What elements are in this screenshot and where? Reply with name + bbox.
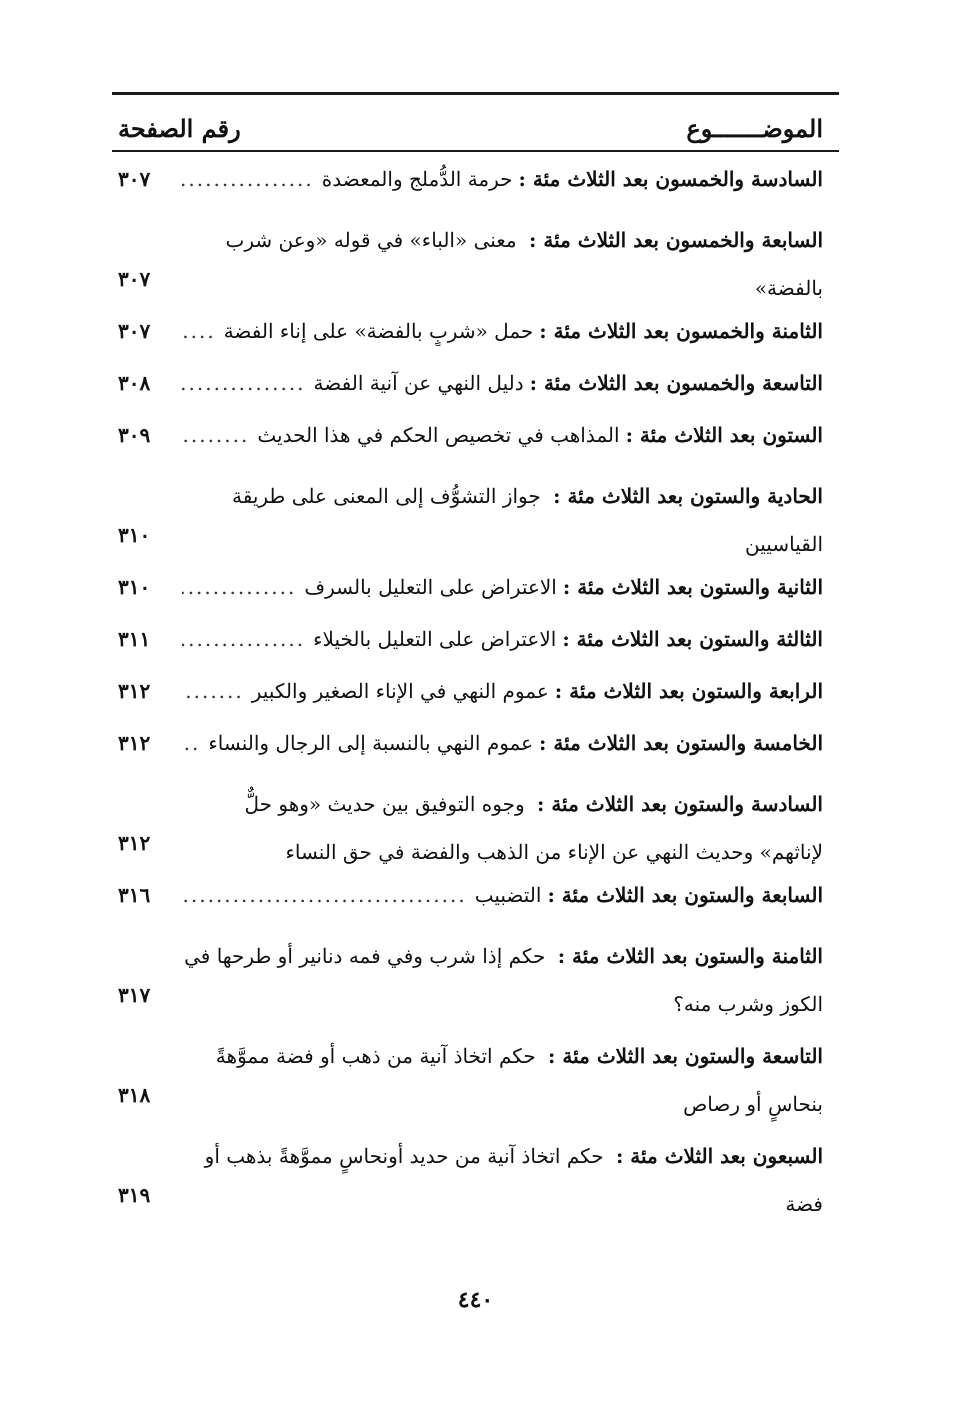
entry-title: حكم إذا شرب وفي فمه دنانير أو طرحها في الكوز وشرب منه؟ <box>184 944 823 1016</box>
header-topic-label: الموضـــــــوع <box>686 114 823 143</box>
entry-title: الاعتراض على التعليل بالخيلاء <box>313 627 557 651</box>
entry-label: الثامنة والخمسون بعد الثلاث مئة : <box>539 319 823 343</box>
toc-entry <box>112 360 839 412</box>
toc-entry <box>112 308 839 360</box>
leader-dots <box>182 164 314 194</box>
entry-page-number: ٣١٦ <box>118 883 151 907</box>
entry-label: الثامنة والستون بعد الثلاث مئة : <box>557 944 823 968</box>
entry-label: السادسة والخمسون بعد الثلاث مئة : <box>518 167 823 191</box>
entry-title: حكم اتخاذ آنية من حديد أونحاسٍ مموَّهةً بذهب أو فضة <box>204 1144 823 1216</box>
leader-dots <box>182 624 305 654</box>
entry-title: معنى «الباء» في قوله «وعن شرب بالفضة» <box>225 228 823 300</box>
entry-title: المذاهب في تخصيص الحكم في هذا الحديث <box>257 423 620 447</box>
entry-label: الخامسة والستون بعد الثلاث مئة : <box>539 731 823 755</box>
toc-entry <box>112 1024 839 1124</box>
toc-page <box>112 92 839 1352</box>
toc-entry <box>112 564 839 616</box>
entry-label: الثانية والستون بعد الثلاث مئة : <box>562 575 823 599</box>
leader-dots <box>182 880 467 910</box>
entry-label: السادسة والستون بعد الثلاث مئة : <box>536 792 823 816</box>
entry-page-number: ٣١٠ <box>118 575 151 599</box>
toc-entry <box>112 720 839 772</box>
leader-dots <box>182 676 244 706</box>
entry-title: جواز التشوُّف إلى المعنى على طريقة القياسيين <box>231 484 823 556</box>
entry-page-number: ٣١٢ <box>118 731 151 755</box>
toc-entries <box>112 156 839 1224</box>
entry-page-number: ٣٠٩ <box>118 423 151 447</box>
entry-page-number: ٣١٧ <box>118 983 151 1007</box>
toc-entry <box>112 924 839 1024</box>
toc-entry <box>112 772 839 872</box>
entry-title: حرمة الدُّملج والمعضدة <box>321 167 513 191</box>
entry-title: الاعتراض على التعليل بالسرف <box>304 575 557 599</box>
entry-label: الثالثة والستون بعد الثلاث مئة : <box>562 627 823 651</box>
leader-dots <box>182 420 249 450</box>
toc-entry <box>112 464 839 564</box>
entry-page-number: ٣٠٧ <box>118 319 151 343</box>
entry-page-number: ٣١٨ <box>118 1083 151 1107</box>
toc-entry <box>112 208 839 308</box>
entry-label: التاسعة والخمسون بعد الثلاث مئة : <box>529 371 823 395</box>
entry-page-number: ٣١٩ <box>118 1183 151 1207</box>
entry-label: السابعة والخمسون بعد الثلاث مئة : <box>529 228 823 252</box>
entry-title: وجوه التوفيق بين حديث «وهو حلٌّ لإناثهم» وحديث النهي عن الإناء من الذهب والفضة في حق النساء <box>244 792 823 864</box>
entry-title: دليل النهي عن آنية الفضة <box>313 371 524 395</box>
entry-title: عموم النهي في الإناء الصغير والكبير <box>251 679 549 703</box>
entry-title: التضبيب <box>474 883 542 907</box>
entry-page-number: ٣٠٧ <box>118 267 151 291</box>
header-rule <box>112 150 839 152</box>
entry-label: الحادية والستون بعد الثلاث مئة : <box>553 484 823 508</box>
entry-label: السابعة والستون بعد الثلاث مئة : <box>547 883 823 907</box>
entry-title: عموم النهي بالنسبة إلى الرجال والنساء <box>208 731 534 755</box>
leader-dots <box>182 316 216 346</box>
entry-label: الستون بعد الثلاث مئة : <box>625 423 823 447</box>
leader-dots <box>182 572 296 602</box>
footer-page-number: ٤٤٠ <box>457 1287 494 1313</box>
entry-label: الرابعة والستون بعد الثلاث مئة : <box>554 679 823 703</box>
toc-entry <box>112 668 839 720</box>
leader-dots <box>182 728 200 758</box>
entry-title: حكم اتخاذ آنية من ذهب أو فضة مموَّهةً بنحاسٍ أو رصاص <box>215 1044 823 1116</box>
entry-label: التاسعة والستون بعد الثلاث مئة : <box>548 1044 823 1068</box>
toc-entry <box>112 616 839 668</box>
entry-page-number: ٣١٢ <box>118 831 151 855</box>
leader-dots <box>182 368 306 398</box>
entry-page-number: ٣١١ <box>118 627 151 651</box>
header-page-label: رقم الصفحة <box>118 114 241 143</box>
entry-title: حمل «شربٍ بالفضة» على إناء الفضة <box>223 319 534 343</box>
toc-entry <box>112 872 839 924</box>
toc-entry <box>112 1124 839 1224</box>
top-rule <box>112 92 839 95</box>
entry-label: السبعون بعد الثلاث مئة : <box>615 1144 823 1168</box>
toc-header <box>112 102 839 150</box>
toc-entry <box>112 156 839 208</box>
toc-entry <box>112 412 839 464</box>
entry-page-number: ٣١٢ <box>118 679 151 703</box>
entry-page-number: ٣٠٧ <box>118 167 151 191</box>
entry-page-number: ٣١٠ <box>118 523 151 547</box>
entry-page-number: ٣٠٨ <box>118 371 151 395</box>
